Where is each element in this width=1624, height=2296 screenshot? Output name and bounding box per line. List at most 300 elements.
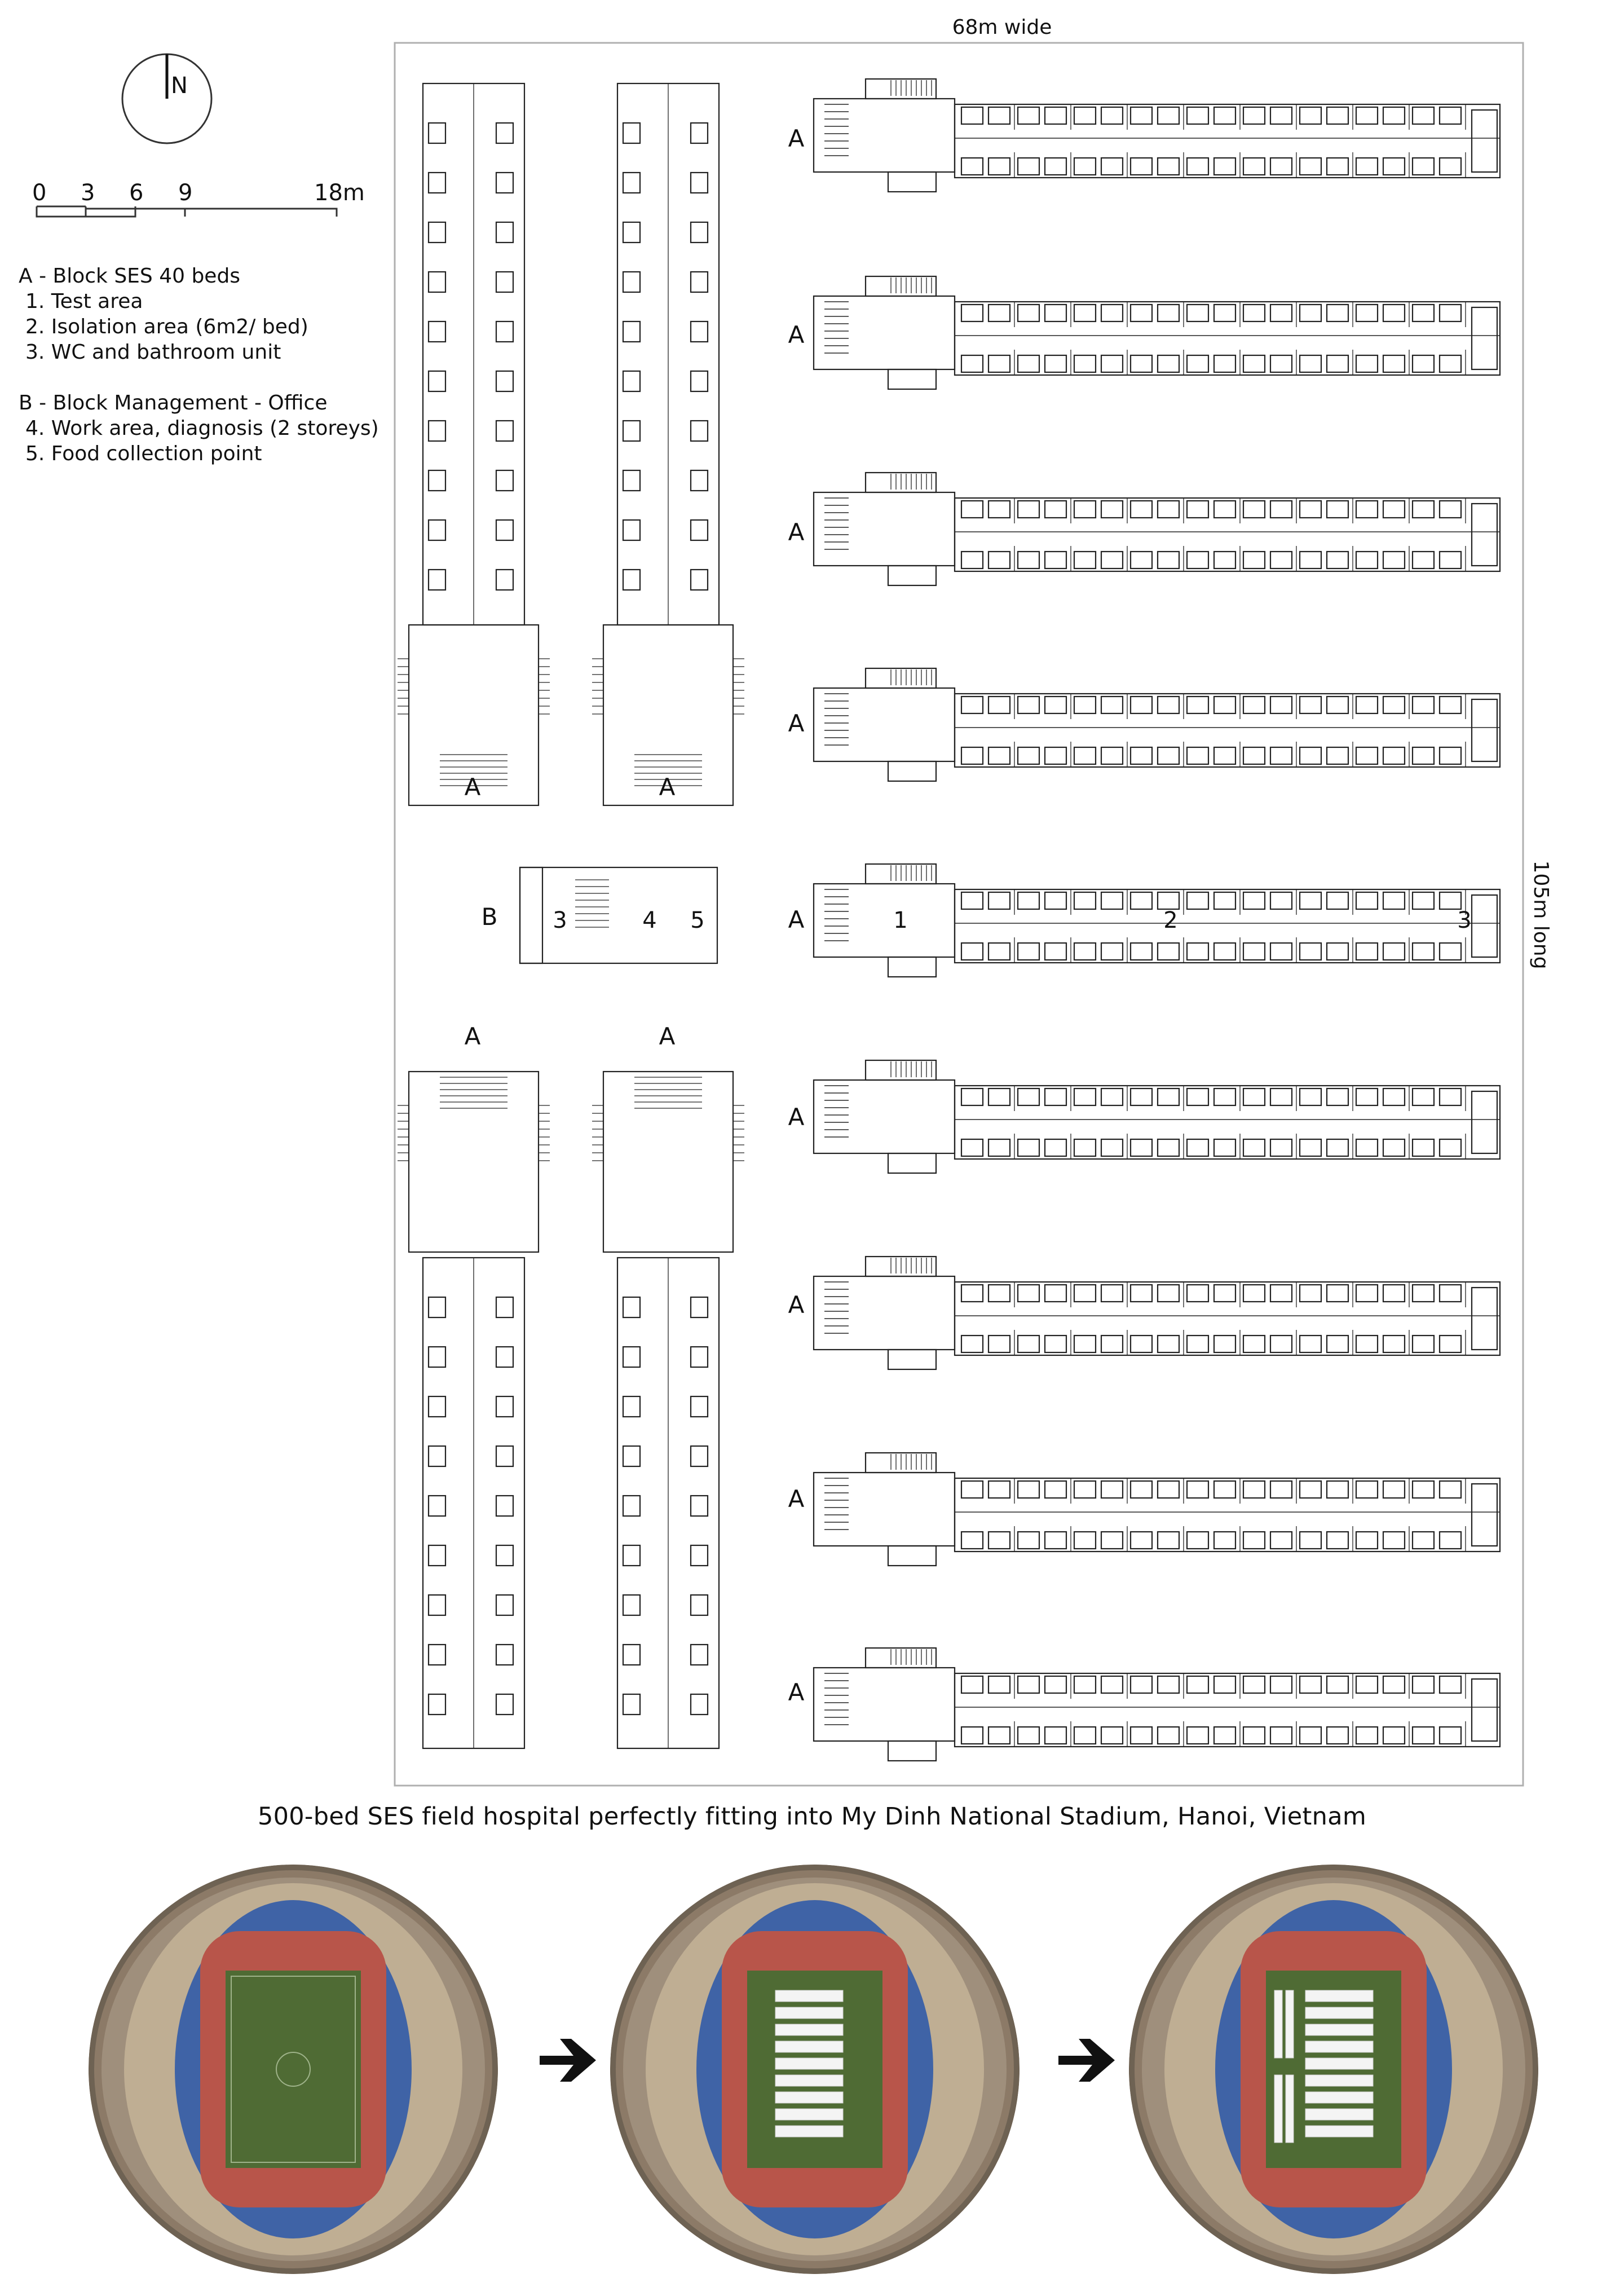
hospital-block: [775, 2126, 843, 2137]
bed-icon: [1131, 1088, 1152, 1105]
ward-wing: [955, 1086, 1500, 1159]
bed-icon: [1327, 943, 1348, 960]
bed-icon: [1131, 1676, 1152, 1693]
block-a-label: A: [788, 321, 805, 349]
bed-icon: [1270, 943, 1292, 960]
block-a-label: A: [788, 1678, 805, 1706]
bed-icon: [1158, 1088, 1179, 1105]
bed-icon: [1243, 1676, 1265, 1693]
bed-icon: [623, 1545, 640, 1566]
bed-icon: [1270, 1532, 1292, 1549]
bed-icon: [1045, 1676, 1066, 1693]
bed-icon: [1158, 1532, 1179, 1549]
bed-icon: [1383, 355, 1405, 372]
bed-icon: [988, 158, 1010, 175]
bed-icon: [496, 1694, 513, 1715]
bed-icon: [1101, 158, 1123, 175]
bed-icon: [1243, 501, 1265, 518]
bed-icon: [961, 697, 983, 713]
bed-icon: [1440, 1676, 1461, 1693]
bed-icon: [1356, 1285, 1378, 1302]
bed-icon: [1243, 1285, 1265, 1302]
bed-icon: [988, 355, 1010, 372]
bed-icon: [1270, 1676, 1292, 1693]
bed-icon: [1300, 1088, 1321, 1105]
legend-block-a-title: A - Block SES 40 beds: [19, 265, 241, 288]
bed-icon: [988, 552, 1010, 569]
bed-icon: [1383, 552, 1405, 569]
bed-icon: [1383, 1088, 1405, 1105]
block-b-label: B: [481, 903, 498, 931]
bed-icon: [961, 355, 983, 372]
bed-icon: [1356, 1139, 1378, 1156]
bed-icon: [1356, 1676, 1378, 1693]
bed-icon: [1413, 747, 1434, 764]
ward-wing: [955, 694, 1500, 767]
hospital-block: [775, 2041, 843, 2052]
bed-icon: [691, 1396, 708, 1417]
bed-icon: [961, 501, 983, 518]
bed-icon: [1327, 1285, 1348, 1302]
bed-icon: [1187, 107, 1208, 124]
bed-icon: [1187, 158, 1208, 175]
bed-icon: [429, 1595, 445, 1615]
hospital-block: [775, 2024, 843, 2035]
bed-icon: [1300, 305, 1321, 321]
bed-icon: [1270, 747, 1292, 764]
bed-icon: [429, 570, 445, 590]
block-a-label: A: [788, 1485, 805, 1513]
bed-icon: [1131, 355, 1152, 372]
bed-icon: [623, 520, 640, 540]
bed-icon: [691, 570, 708, 590]
bed-icon: [1131, 501, 1152, 518]
bed-icon: [1158, 107, 1179, 124]
entry-canopy: [888, 369, 936, 389]
bed-icon: [1243, 943, 1265, 960]
bed-icon: [1214, 1336, 1235, 1352]
bed-icon: [496, 1645, 513, 1665]
bed-icon: [1413, 943, 1434, 960]
bed-icon: [1270, 552, 1292, 569]
bed-icon: [1214, 158, 1235, 175]
bed-icon: [429, 321, 445, 342]
bed-icon: [1101, 1481, 1123, 1498]
bed-icon: [1187, 1676, 1208, 1693]
bed-icon: [1214, 747, 1235, 764]
block-a-label: A: [659, 773, 676, 801]
ward-wing: [955, 889, 1500, 963]
bed-icon: [1243, 1139, 1265, 1156]
bed-icon: [1158, 305, 1179, 321]
bed-icon: [1440, 697, 1461, 713]
ward-block-horizontal: [814, 1060, 1500, 1173]
bed-icon: [623, 222, 640, 243]
bed-icon: [1413, 1676, 1434, 1693]
bed-icon: [691, 1297, 708, 1317]
bed-icon: [1413, 1285, 1434, 1302]
wc-unit: [1472, 1484, 1497, 1546]
bed-icon: [1243, 1532, 1265, 1549]
stair-icon: [824, 1649, 932, 1725]
ward-block-horizontal: [814, 864, 1500, 977]
entry-canopy: [888, 1350, 936, 1369]
bed-icon: [691, 173, 708, 193]
bed-icon: [1045, 1336, 1066, 1352]
bed-icon: [1440, 305, 1461, 321]
hospital-block: [1305, 2126, 1373, 2137]
bed-icon: [988, 1139, 1010, 1156]
ward-block-horizontal: [814, 1257, 1500, 1369]
block-a-label: A: [659, 1023, 676, 1050]
hospital-block: [1305, 2024, 1373, 2035]
ward-wing: [955, 498, 1500, 571]
bed-icon: [988, 107, 1010, 124]
bed-icon: [496, 321, 513, 342]
bed-icon: [1131, 158, 1152, 175]
bed-icon: [988, 1336, 1010, 1352]
legend-block-a-item: 1. Test area: [25, 290, 143, 313]
legend-block-a-item: 2. Isolation area (6m2/ bed): [25, 315, 308, 338]
bed-icon: [1074, 305, 1096, 321]
bed-icon: [961, 552, 983, 569]
stair-icon: [575, 880, 609, 927]
bed-icon: [1187, 1088, 1208, 1105]
bed-icon: [623, 371, 640, 391]
bed-icon: [1187, 501, 1208, 518]
bed-icon: [1383, 501, 1405, 518]
bed-icon: [1327, 1532, 1348, 1549]
bed-icon: [1018, 1676, 1039, 1693]
scale-bar: [32, 180, 365, 217]
bed-icon: [1413, 892, 1434, 909]
bed-icon: [1131, 697, 1152, 713]
bed-icon: [1158, 1481, 1179, 1498]
bed-icon: [1413, 1139, 1434, 1156]
bed-icon: [1270, 892, 1292, 909]
bed-icon: [691, 1496, 708, 1516]
bed-icon: [623, 1645, 640, 1665]
bed-icon: [1045, 1285, 1066, 1302]
bed-icon: [1413, 1532, 1434, 1549]
bed-icon: [1270, 1139, 1292, 1156]
bed-icon: [1158, 1285, 1179, 1302]
hospital-block: [1305, 1990, 1373, 2002]
bed-icon: [1300, 1481, 1321, 1498]
entry-core: [814, 1668, 955, 1741]
entry-core: [603, 1072, 733, 1252]
wc-unit: [1472, 110, 1497, 172]
wc-unit: [1472, 1091, 1497, 1153]
scale-tick-6: 6: [129, 180, 144, 206]
bed-icon: [988, 1532, 1010, 1549]
bed-icon: [1327, 1727, 1348, 1744]
wc-unit: [1472, 1288, 1497, 1350]
block-b-number-5: 5: [690, 907, 705, 933]
bed-icon: [988, 305, 1010, 321]
bed-icon: [1214, 1481, 1235, 1498]
bed-icon: [1214, 355, 1235, 372]
bed-icon: [1074, 747, 1096, 764]
bed-icon: [691, 321, 708, 342]
hospital-block: [1274, 2075, 1282, 2143]
bed-icon: [1018, 158, 1039, 175]
bed-icon: [623, 1694, 640, 1715]
bed-icon: [496, 1396, 513, 1417]
bed-icon: [691, 371, 708, 391]
bed-icon: [1356, 158, 1378, 175]
wc-unit: [1472, 895, 1497, 957]
bed-icon: [1440, 552, 1461, 569]
bed-icon: [1214, 1285, 1235, 1302]
bed-icon: [623, 421, 640, 441]
bed-icon: [1187, 305, 1208, 321]
bed-icon: [988, 1088, 1010, 1105]
bed-icon: [1356, 552, 1378, 569]
bed-icon: [1300, 892, 1321, 909]
bed-icon: [1018, 1336, 1039, 1352]
stair-icon: [824, 80, 932, 156]
block-a-label: A: [464, 1023, 481, 1050]
bed-icon: [1045, 1139, 1066, 1156]
bed-icon: [1383, 1139, 1405, 1156]
bed-icon: [1440, 892, 1461, 909]
bed-icon: [1243, 747, 1265, 764]
bed-icon: [1074, 1139, 1096, 1156]
block-labels: [465, 125, 1472, 1706]
bed-icon: [1383, 747, 1405, 764]
bed-icon: [1327, 305, 1348, 321]
hospital-block: [775, 2092, 843, 2103]
bed-icon: [1327, 697, 1348, 713]
bed-icon: [1413, 305, 1434, 321]
bed-icon: [1413, 1088, 1434, 1105]
bed-icon: [691, 1545, 708, 1566]
bed-icon: [1045, 943, 1066, 960]
bed-icon: [1187, 355, 1208, 372]
ward-block-horizontal: [814, 1648, 1500, 1761]
bed-icon: [1045, 1727, 1066, 1744]
bed-icon: [961, 892, 983, 909]
bed-icon: [1101, 305, 1123, 321]
bed-icon: [1270, 1727, 1292, 1744]
bed-icon: [1440, 943, 1461, 960]
hospital-block: [775, 2058, 843, 2069]
bed-icon: [1074, 501, 1096, 518]
bed-icon: [1187, 747, 1208, 764]
bed-icon: [1101, 943, 1123, 960]
bed-icon: [1356, 107, 1378, 124]
hospital-block: [1305, 2109, 1373, 2120]
entry-core: [814, 688, 955, 761]
bed-icon: [429, 1545, 445, 1566]
bed-icon: [1270, 107, 1292, 124]
bed-icon: [1383, 1481, 1405, 1498]
bed-icon: [1383, 943, 1405, 960]
bed-icon: [961, 943, 983, 960]
bed-icon: [1074, 1727, 1096, 1744]
bed-icon: [1131, 552, 1152, 569]
bed-icon: [1413, 552, 1434, 569]
bed-icon: [1327, 158, 1348, 175]
bed-icon: [961, 1676, 983, 1693]
bed-icon: [1356, 1336, 1378, 1352]
bed-icon: [1101, 1139, 1123, 1156]
bed-icon: [623, 173, 640, 193]
ward-block-horizontal: [814, 79, 1500, 192]
bed-icon: [988, 501, 1010, 518]
north-label: N: [171, 73, 188, 99]
bed-icon: [1101, 1727, 1123, 1744]
bed-icon: [1300, 1139, 1321, 1156]
bed-icon: [1300, 355, 1321, 372]
bed-icon: [1214, 107, 1235, 124]
bed-icon: [1045, 1481, 1066, 1498]
bed-icon: [1243, 1727, 1265, 1744]
stadium-photo-partial: [610, 1865, 1020, 2274]
zone-number-2: 2: [1163, 907, 1178, 933]
entry-canopy: [888, 566, 936, 585]
bed-icon: [1270, 1285, 1292, 1302]
entry-core: [814, 1473, 955, 1546]
bed-icon: [1018, 552, 1039, 569]
bed-icon: [1158, 1676, 1179, 1693]
bed-icon: [1356, 943, 1378, 960]
bed-icon: [1413, 697, 1434, 713]
bed-icon: [1101, 747, 1123, 764]
bed-icon: [1214, 501, 1235, 518]
bed-icon: [1300, 1727, 1321, 1744]
stair-icon: [398, 1077, 550, 1161]
bed-icon: [1101, 107, 1123, 124]
bed-icon: [1187, 1139, 1208, 1156]
bed-icon: [1300, 943, 1321, 960]
bed-icon: [1440, 1285, 1461, 1302]
bed-icon: [1187, 697, 1208, 713]
block-a-label: A: [788, 518, 805, 546]
bed-icon: [1074, 1481, 1096, 1498]
bed-icon: [1158, 892, 1179, 909]
bed-icon: [1440, 355, 1461, 372]
bed-icon: [429, 1694, 445, 1715]
bed-icon: [1413, 1727, 1434, 1744]
bed-icon: [1187, 892, 1208, 909]
bed-icon: [1383, 1676, 1405, 1693]
bed-icon: [1270, 305, 1292, 321]
block-a-label: A: [788, 1291, 805, 1319]
hospital-block: [1305, 2092, 1373, 2103]
bed-icon: [1413, 107, 1434, 124]
bed-icon: [1131, 107, 1152, 124]
bed-icon: [1440, 501, 1461, 518]
bed-icon: [988, 697, 1010, 713]
bed-icon: [1356, 1532, 1378, 1549]
bed-icon: [1187, 1532, 1208, 1549]
management-block: [520, 867, 717, 963]
bed-icon: [691, 123, 708, 143]
bed-icon: [1356, 501, 1378, 518]
bed-icon: [691, 421, 708, 441]
bed-icon: [1214, 1727, 1235, 1744]
bed-icon: [1131, 892, 1152, 909]
bed-icon: [1158, 943, 1179, 960]
ward-block-vertical: [592, 1072, 744, 1748]
bed-icon: [1440, 1088, 1461, 1105]
entry-core: [814, 99, 955, 172]
bed-icon: [1243, 355, 1265, 372]
bed-icon: [1131, 1285, 1152, 1302]
legend-block-b-title: B - Block Management - Office: [19, 391, 328, 415]
bed-icon: [623, 1297, 640, 1317]
bed-icon: [1356, 892, 1378, 909]
bed-icon: [1018, 697, 1039, 713]
block-b-outline: [520, 867, 717, 963]
bed-icon: [429, 123, 445, 143]
hospital-block: [775, 2075, 843, 2086]
bed-icon: [988, 747, 1010, 764]
block-b-number-3: 3: [553, 907, 567, 933]
bed-icon: [623, 123, 640, 143]
bed-icon: [623, 321, 640, 342]
bed-icon: [1300, 107, 1321, 124]
ward-block-vertical: [592, 83, 744, 805]
bed-icon: [691, 222, 708, 243]
bed-icon: [1214, 892, 1235, 909]
bed-icon: [429, 520, 445, 540]
hospital-block: [1305, 2007, 1373, 2019]
bed-icon: [1018, 305, 1039, 321]
stadium-photo-empty: [89, 1865, 498, 2274]
bed-icon: [623, 272, 640, 292]
bed-icon: [1383, 892, 1405, 909]
entry-core: [814, 1080, 955, 1153]
bed-icon: [1214, 1676, 1235, 1693]
bed-icon: [1356, 1727, 1378, 1744]
bed-icon: [1158, 552, 1179, 569]
bed-icon: [961, 1727, 983, 1744]
bed-icon: [496, 1297, 513, 1317]
bed-icon: [1045, 107, 1066, 124]
bed-icon: [1018, 1727, 1039, 1744]
hospital-block: [1286, 1990, 1294, 2058]
bed-icon: [1243, 697, 1265, 713]
site-length-label: 105m long: [1529, 860, 1552, 969]
bed-icon: [496, 470, 513, 491]
bed-icon: [1383, 158, 1405, 175]
wc-unit: [1472, 699, 1497, 761]
bed-icon: [496, 421, 513, 441]
bed-icon: [988, 943, 1010, 960]
bed-icon: [1243, 107, 1265, 124]
bed-icon: [961, 1481, 983, 1498]
bed-icon: [1131, 1139, 1152, 1156]
bed-icon: [1440, 1481, 1461, 1498]
bed-icon: [1440, 1139, 1461, 1156]
bed-icon: [1383, 697, 1405, 713]
bed-icon: [1074, 107, 1096, 124]
bed-icon: [496, 272, 513, 292]
ward-wing: [955, 1282, 1500, 1355]
bed-icon: [1214, 943, 1235, 960]
bed-icon: [1018, 892, 1039, 909]
stair-icon: [824, 669, 932, 745]
bed-icon: [1187, 1336, 1208, 1352]
bed-icon: [1018, 1139, 1039, 1156]
bed-icon: [496, 1496, 513, 1516]
ward-block-horizontal: [814, 668, 1500, 781]
bed-icon: [429, 1446, 445, 1466]
bed-icon: [1356, 697, 1378, 713]
